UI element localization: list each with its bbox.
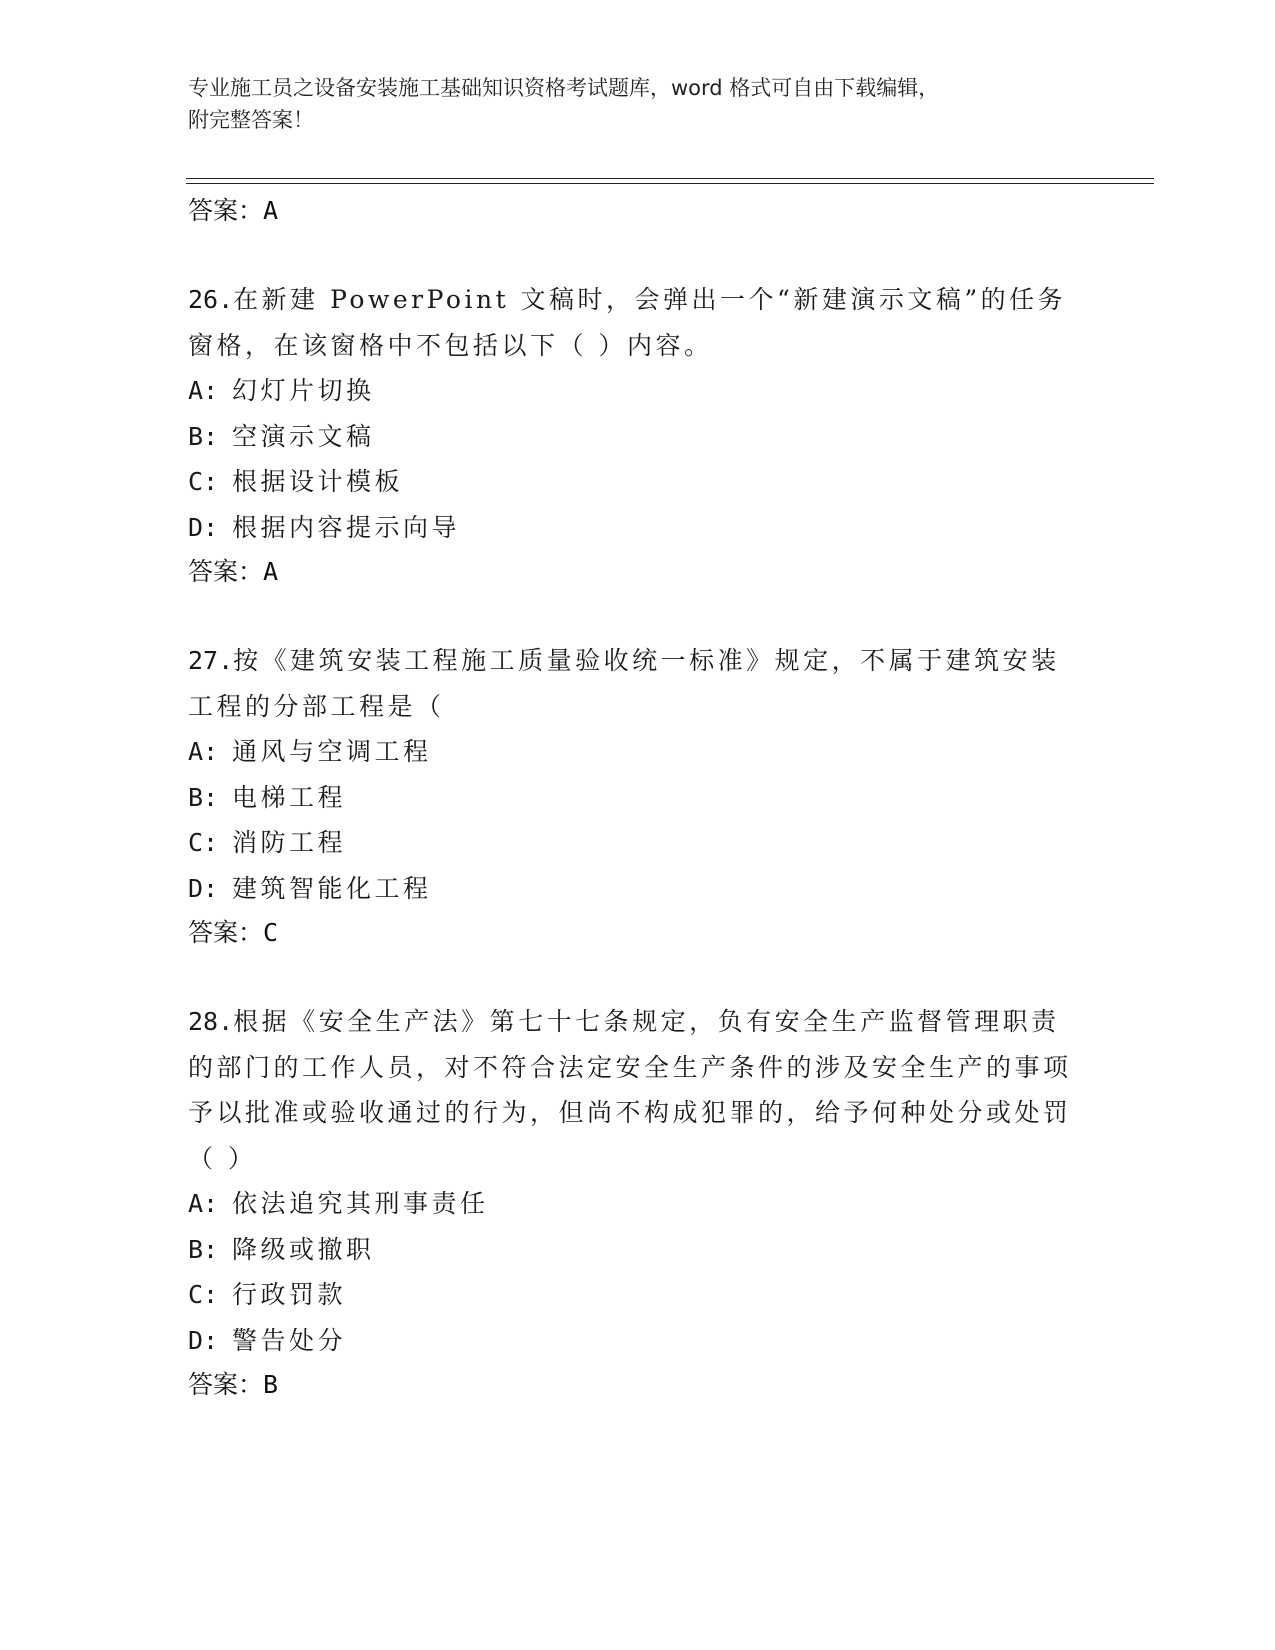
question-stem	[188, 277, 1088, 368]
option-text: 幻灯片切换	[232, 376, 375, 405]
question-text: 根据《安全生产法》第七十七条规定，负有安全生产监督管理职责的部门的工作人员，对不符合法定安全生产条件的涉及安全生产的事项予以批准或验收通过的行为，但尚不构成犯罪的，给予何种处分或处罚（ ）	[188, 1007, 1072, 1173]
question-number: 27.	[188, 646, 234, 675]
option-a	[188, 1181, 1108, 1227]
question-stem	[188, 999, 1088, 1181]
answer-label: 答案：	[188, 196, 264, 225]
question-text: 在新建 PowerPoint 文稿时，会弹出一个“新建演示文稿”的任务窗格，在该窗格中不包括以下（ ）内容。	[188, 285, 1067, 360]
option-key: B:	[188, 421, 219, 451]
answer-label: 答案：	[188, 557, 264, 586]
option-text: 电梯工程	[232, 782, 347, 812]
option-b	[188, 775, 1108, 821]
option-key: A:	[188, 1189, 219, 1218]
option-text: 空演示文稿	[232, 421, 375, 451]
question-answer	[188, 911, 1108, 955]
option-key: D:	[188, 512, 219, 542]
question-gap	[188, 233, 1108, 277]
option-key: A:	[188, 737, 219, 766]
option-text: 警告处分	[232, 1325, 347, 1355]
answer-value: A	[263, 557, 279, 586]
question-26	[188, 277, 1108, 594]
question-stem	[188, 638, 1088, 729]
question-gap	[188, 594, 1108, 638]
question-28	[188, 999, 1108, 1407]
option-b	[188, 1227, 1108, 1273]
question-list	[188, 189, 1108, 1407]
option-d	[188, 866, 1108, 912]
option-c	[188, 459, 1108, 505]
header-divider-bottom	[186, 183, 1154, 184]
option-c	[188, 1272, 1108, 1318]
question-answer	[188, 550, 1108, 594]
question-number: 26.	[188, 285, 234, 314]
question-answer	[188, 1363, 1108, 1407]
document-header	[188, 72, 1088, 136]
option-key: C:	[188, 828, 219, 857]
option-d	[188, 1318, 1108, 1364]
question-27	[188, 638, 1108, 955]
option-text: 消防工程	[232, 828, 347, 857]
question-text: 按《建筑安装工程施工质量验收统一标准》规定，不属于建筑安装工程的分部工程是（	[188, 646, 1060, 721]
previous-question-answer	[188, 189, 1108, 233]
answer-label: 答案：	[188, 1370, 264, 1399]
answer-label: 答案：	[188, 918, 264, 947]
answer-value: A	[263, 196, 279, 225]
option-key: D:	[188, 1325, 219, 1355]
option-a	[188, 368, 1108, 414]
option-key: B:	[188, 782, 219, 812]
option-d	[188, 505, 1108, 551]
option-key: A:	[188, 376, 219, 405]
option-text: 根据设计模板	[232, 467, 404, 496]
header-line-1: 专业施工员之设备安装施工基础知识资格考试题库，word 格式可自由下载编辑，	[188, 76, 940, 100]
question-number: 28.	[188, 1007, 234, 1036]
option-text: 根据内容提示向导	[232, 512, 461, 542]
option-text: 通风与空调工程	[232, 737, 432, 766]
option-b	[188, 414, 1108, 460]
question-gap	[188, 955, 1108, 999]
option-key: C:	[188, 467, 219, 496]
header-divider-top	[186, 178, 1154, 179]
answer-value: C	[263, 918, 279, 947]
option-a	[188, 729, 1108, 775]
option-key: D:	[188, 873, 219, 903]
answer-value: B	[263, 1370, 279, 1399]
option-text: 依法追究其刑事责任	[232, 1189, 489, 1218]
option-c	[188, 820, 1108, 866]
option-text: 行政罚款	[232, 1280, 347, 1309]
header-line-2: 附完整答案！	[188, 108, 314, 132]
option-key: B:	[188, 1234, 219, 1264]
option-text: 降级或撤职	[232, 1234, 375, 1264]
option-key: C:	[188, 1280, 219, 1309]
option-text: 建筑智能化工程	[232, 873, 432, 903]
